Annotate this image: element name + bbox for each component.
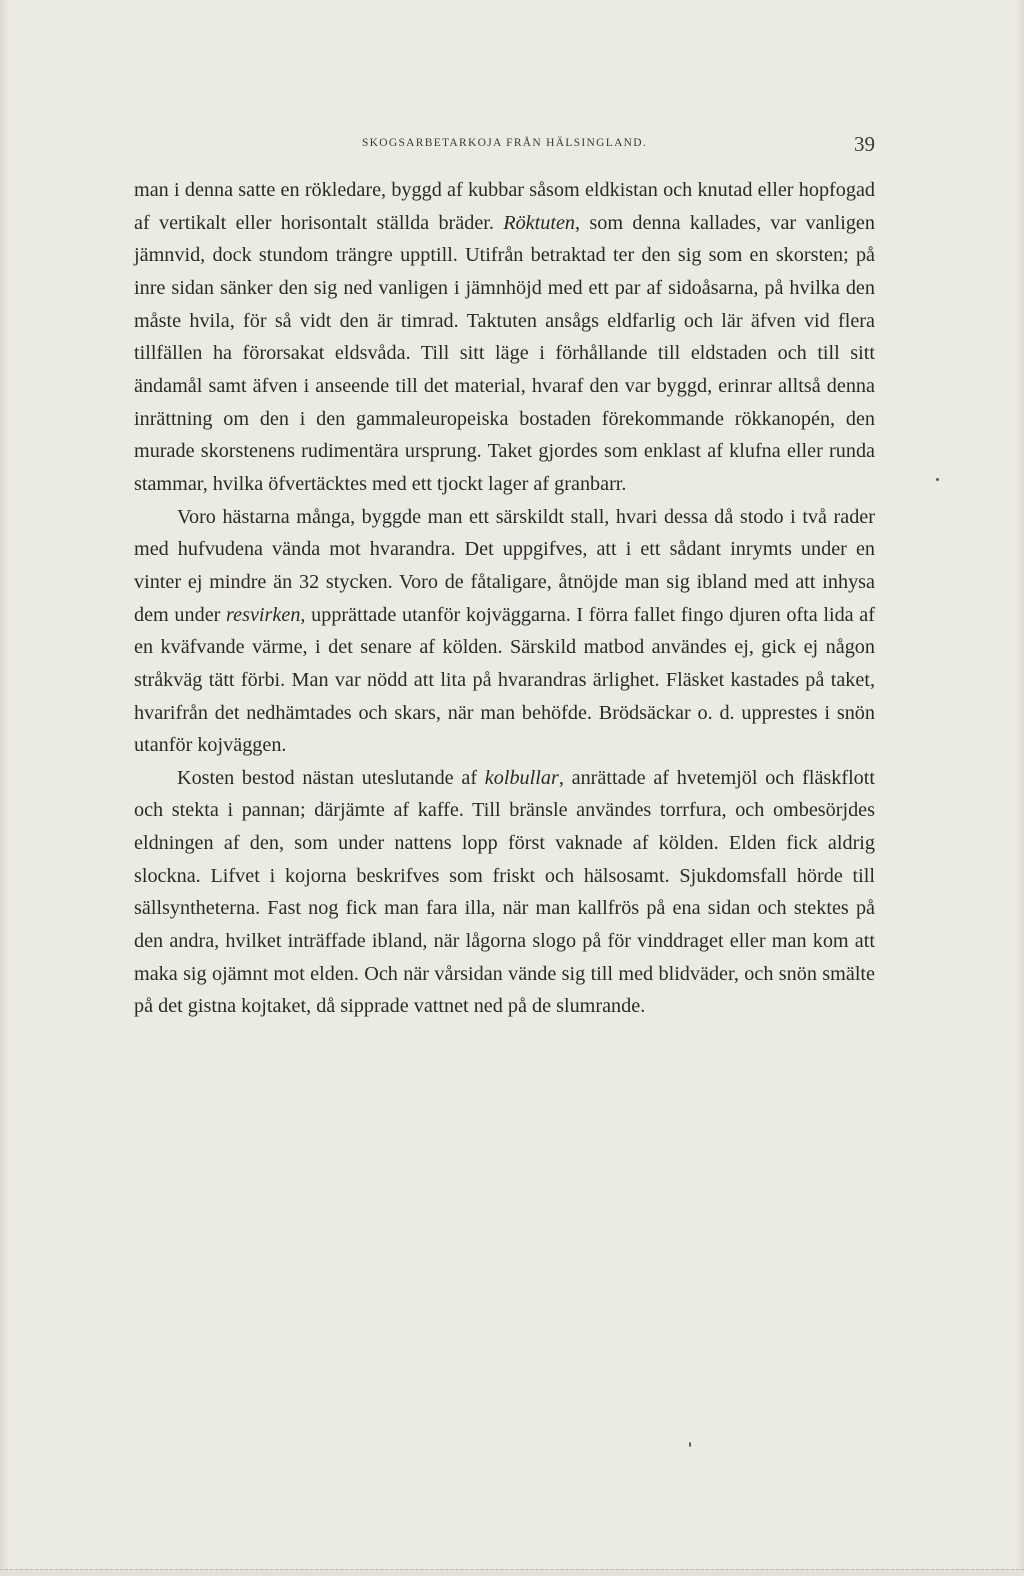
text-run: man i denna satte en rökledare, byggd af kubbar såsom eldkistan och knutad eller hopfogad af vertikalt eller horisontalt ställda bräder. — [134, 179, 875, 234]
paragraph — [134, 174, 875, 501]
italic-term: Röktuten — [503, 211, 576, 234]
text-run: , anrättade af hvetemjöl och fläskflott och stekta i pannan; därjämte af kaffe. Till bränsle användes torrfura, och ombesörjdes eldningen af den, som under nattens lopp först vaknade af kölden. Elden fick aldrig slockna. Lifvet i kojorna beskrifves som friskt och hälsosamt. Sjukdomsfall hörde till sällsyntheterna. Fast nog fick man fara illa, när man kallfrös på ena sidan och stektes på den andra, hvilket inträffade ibland, när lågorna slogo på för vinddraget eller man kom att maka sig ojämnt mot elden. Och när vårsidan vände sig till med blidväder, och snön smälte på det gistna kojtaket, då sipprade vattnet ned på de slumrande. — [134, 766, 875, 1018]
text-run: , som denna kallades, var vanligen jämnvid, dock stundom trängre upptill. Utifrån betraktad ter den sig som en skorsten; på inre sidan sänker den sig ned vanligen i jämnhöjd med ett par af sidoåsarna, på hvilka den måste hvila, för så vidt den är timrad. Taktuten ansågs eldfarlig och lär äfven vid flera tillfällen ha förorsakat eldsvåda. Till sitt läge i förhållande till eldstaden och till sitt ändamål samt äfven i anseende till det material, hvaraf den var byggd, erinrar alltså denna inrättning om den i den gammaleuropeiska bostaden förekommande rökkanopén, den murade skorstenens rudimentära ursprung. Taket gjordes som enklast af klufna eller runda stammar, hvilka öfvertäcktes med ett tjockt lager af granbarr. — [134, 211, 875, 495]
body-text — [134, 174, 875, 1023]
scan-speck — [936, 478, 939, 481]
text-run: Kosten bestod nästan uteslutande af — [177, 766, 485, 789]
italic-term: resvirken — [226, 603, 301, 626]
text-run: Voro hästarna många, byggde man ett särskildt stall, hvari dessa då stodo i två rader med hufvudena vända mot hvarandra. Det uppgifves, att i ett sådant inrymts under en vinter ej mindre än 32 stycken. Voro de fåtaligare, åtnöjde man sig ibland med att inhysa dem under — [134, 505, 875, 626]
paragraph — [134, 501, 875, 762]
scan-edge-right — [1016, 0, 1024, 1576]
scan-speck — [689, 1442, 691, 1447]
text-run: , upprättade utanför kojväggarna. I förra fallet fingo djuren ofta lida af en kväfvande värme, i det senare af kölden. Särskild matbod användes ej, gick ej någon stråkväg tätt förbi. Man var nödd att lita på hvarandras ärlighet. Fläsket kastades på taket, hvarifrån det nedhämtades och skars, när man behöfde. Brödsäckar o. d. upprestes i snön utanför kojväggen. — [134, 603, 875, 757]
scan-edge-left — [0, 0, 10, 1576]
paragraph — [134, 762, 875, 1023]
running-header — [134, 134, 875, 158]
italic-term: kolbullar — [484, 766, 559, 789]
page-number: 39 — [854, 132, 875, 156]
running-title: SKOGSARBETARKOJA FRÅN HÄLSINGLAND. — [361, 137, 648, 149]
scan-edge-bottom — [0, 1569, 1024, 1576]
